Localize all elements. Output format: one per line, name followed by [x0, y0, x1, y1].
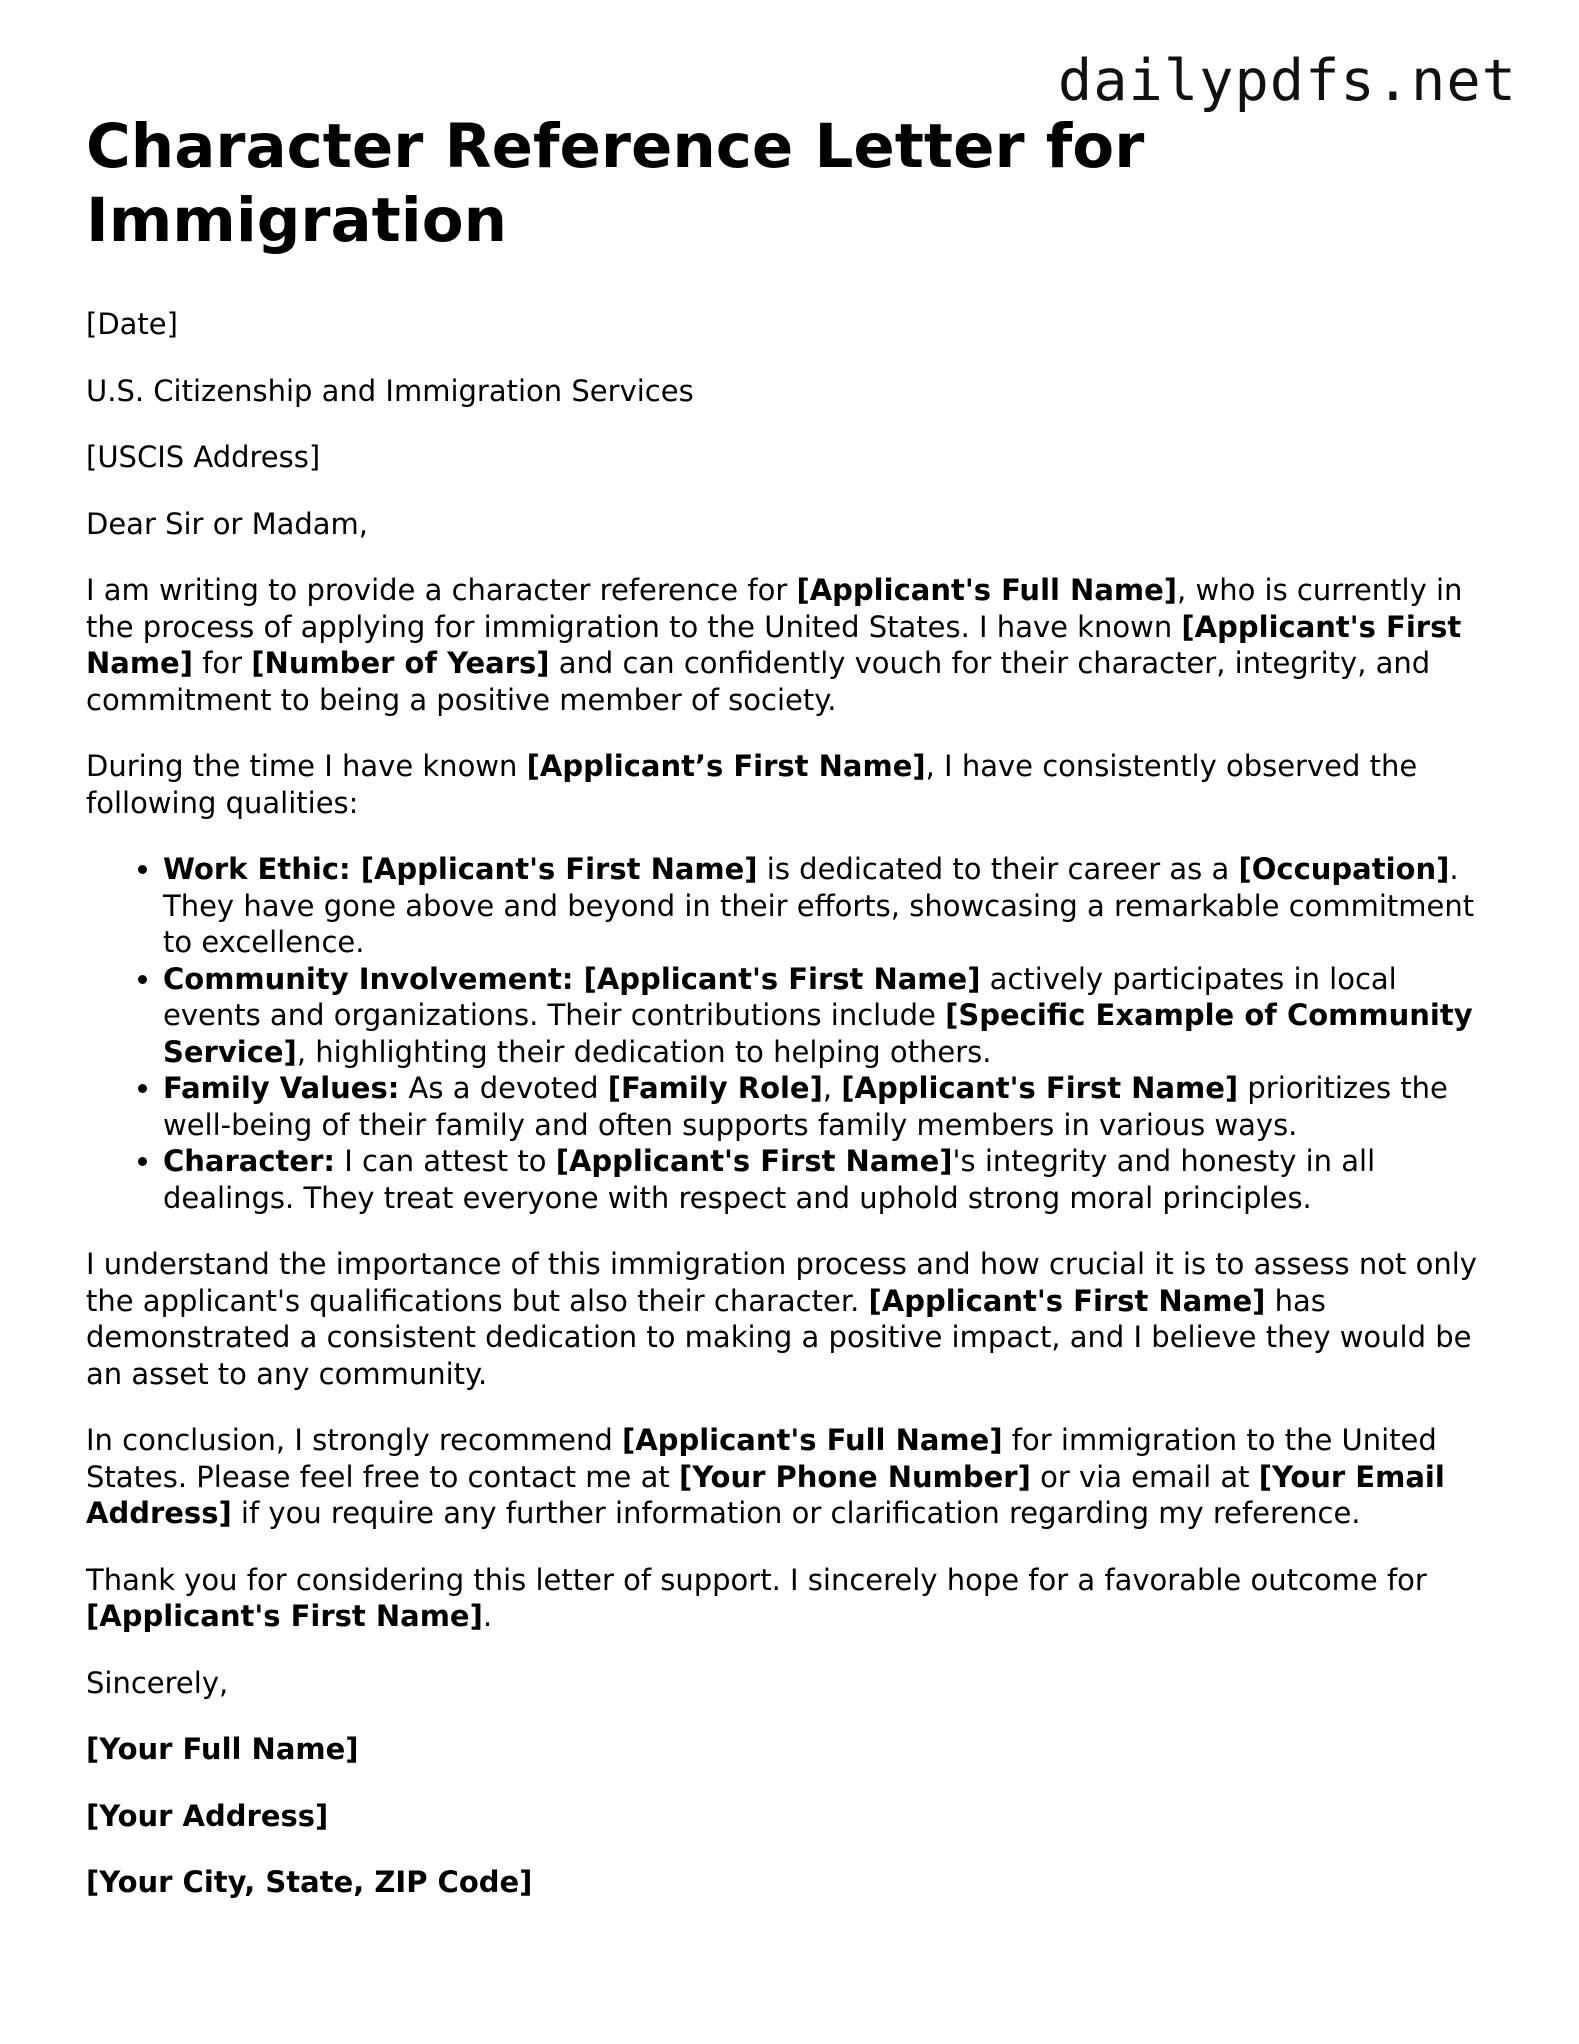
- email-placeholder: [Your Email Address]: [86, 1459, 1445, 1530]
- conclusion-text-3: or via email at: [1030, 1459, 1259, 1494]
- qualities-list: [86, 851, 1498, 1216]
- intro-text-1: I am writing to provide a character reference for: [86, 573, 797, 607]
- occupation-placeholder: [Occupation]: [1238, 852, 1450, 886]
- qualities-intro-paragraph: [86, 748, 1498, 821]
- character-label: Character:: [163, 1144, 335, 1178]
- character-text-2: 's integrity and honesty in all dealings. They treat everyone with respect and uphold strong moral principles.: [163, 1144, 1376, 1215]
- number-of-years: [Number of Years]: [251, 646, 550, 680]
- work-ethic-label: Work Ethic: [Applicant's First Name]: [163, 852, 758, 886]
- applicant-first-name: [Applicant's First Name]: [868, 1283, 1266, 1318]
- signature-full-name-text: [Your Full Name]: [86, 1732, 359, 1766]
- salutation: Dear Sir or Madam,: [86, 506, 369, 541]
- thanks-paragraph: [86, 1562, 1498, 1635]
- thanks-text-2: .: [482, 1599, 493, 1633]
- community-example-placeholder: [Specific Example of Community Service]: [163, 998, 1473, 1069]
- letter-date: [Date]: [86, 307, 178, 341]
- conclusion-paragraph: [86, 1422, 1498, 1532]
- applicant-full-name: [Applicant's Full Name]: [622, 1423, 1003, 1457]
- importance-text-1: I understand the importance of this immigration process and how crucial it is to assess not only the applicant's qualifications but also their character.: [86, 1247, 1477, 1318]
- applicant-first-name: [Applicant's First Name]: [841, 1071, 1239, 1105]
- page-title: Character Reference Letter for Immigration: [86, 111, 1145, 256]
- qualities-intro-text-2: , I have consistently observed the following qualities:: [86, 749, 1418, 820]
- intro-text-4: and can confidently vouch for their character, integrity, and commitment to being a positive member of society.: [86, 646, 1431, 717]
- applicant-first-name: [Applicant's First Name]: [555, 1144, 953, 1178]
- conclusion-text-2: for immigration to the United States. Please feel free to contact me at: [86, 1423, 1437, 1494]
- applicant-first-name: [Applicant’s First Name]: [526, 749, 926, 783]
- applicant-first-name: [Applicant's First Name]: [86, 1599, 483, 1633]
- intro-paragraph: [86, 572, 1498, 718]
- family-text-1: As a devoted: [399, 1071, 608, 1105]
- list-item-family: [163, 1070, 1498, 1143]
- list-item-community: [163, 961, 1498, 1071]
- importance-paragraph: [86, 1246, 1498, 1392]
- thanks-text-1: Thank you for considering this letter of support. I sincerely hope for a favorable outcome for: [86, 1562, 1427, 1597]
- family-text-2: ,: [822, 1071, 842, 1105]
- recipient-org: U.S. Citizenship and Immigration Services: [86, 373, 694, 408]
- signature-city-state-zip: [86, 1864, 1498, 1901]
- applicant-full-name: [Applicant's Full Name]: [796, 573, 1178, 607]
- signature-address: [86, 1798, 1498, 1835]
- phone-placeholder: [Your Phone Number]: [678, 1459, 1031, 1494]
- family-text-3: prioritizes the well-being of their family and often supports family members in various ways.: [163, 1071, 1448, 1142]
- intro-text-3: for: [192, 646, 252, 680]
- family-role-placeholder: [Family Role]: [607, 1071, 823, 1105]
- signature-city-state-zip-text: [Your City, State, ZIP Code]: [86, 1865, 533, 1899]
- closing: Sincerely,: [86, 1665, 229, 1700]
- applicant-first-name: [Applicant's First Name]: [86, 609, 1462, 680]
- intro-text-2: , who is currently in the process of applying for immigration to the United States. I have known: [86, 573, 1463, 644]
- conclusion-text-4: if you require any further information or clarification regarding my reference.: [231, 1496, 1361, 1530]
- list-item-character: [163, 1143, 1498, 1216]
- signature-address-text: [Your Address]: [86, 1798, 329, 1833]
- community-text-1: actively participates in local events and organizations. Their contributions include: [163, 961, 1397, 1032]
- family-label: Family Values:: [163, 1071, 400, 1105]
- work-ethic-text-1: is dedicated to their career as a: [757, 852, 1239, 886]
- community-text-2: , highlighting their dedication to helping others.: [296, 1034, 992, 1069]
- watermark: dailypdfs.net: [1057, 48, 1517, 114]
- recipient-address: [USCIS Address]: [86, 440, 321, 474]
- conclusion-text-1: In conclusion, I strongly recommend: [86, 1423, 622, 1457]
- list-item-work-ethic: [163, 851, 1498, 961]
- community-label: Community Involvement: [Applicant's First Name]: [163, 961, 981, 996]
- character-text-1: I can attest to: [335, 1144, 556, 1178]
- work-ethic-text-2: . They have gone above and beyond in their efforts, showcasing a remarkable commitment to excellence.: [163, 852, 1475, 959]
- qualities-intro-text-1: During the time I have known: [86, 749, 527, 783]
- letter-page: [86, 110, 1498, 1931]
- signature-full-name: [86, 1731, 1498, 1768]
- importance-text-2: has demonstrated a consistent dedication to making a positive impact, and I believe they would be an asset to any community.: [86, 1283, 1472, 1391]
